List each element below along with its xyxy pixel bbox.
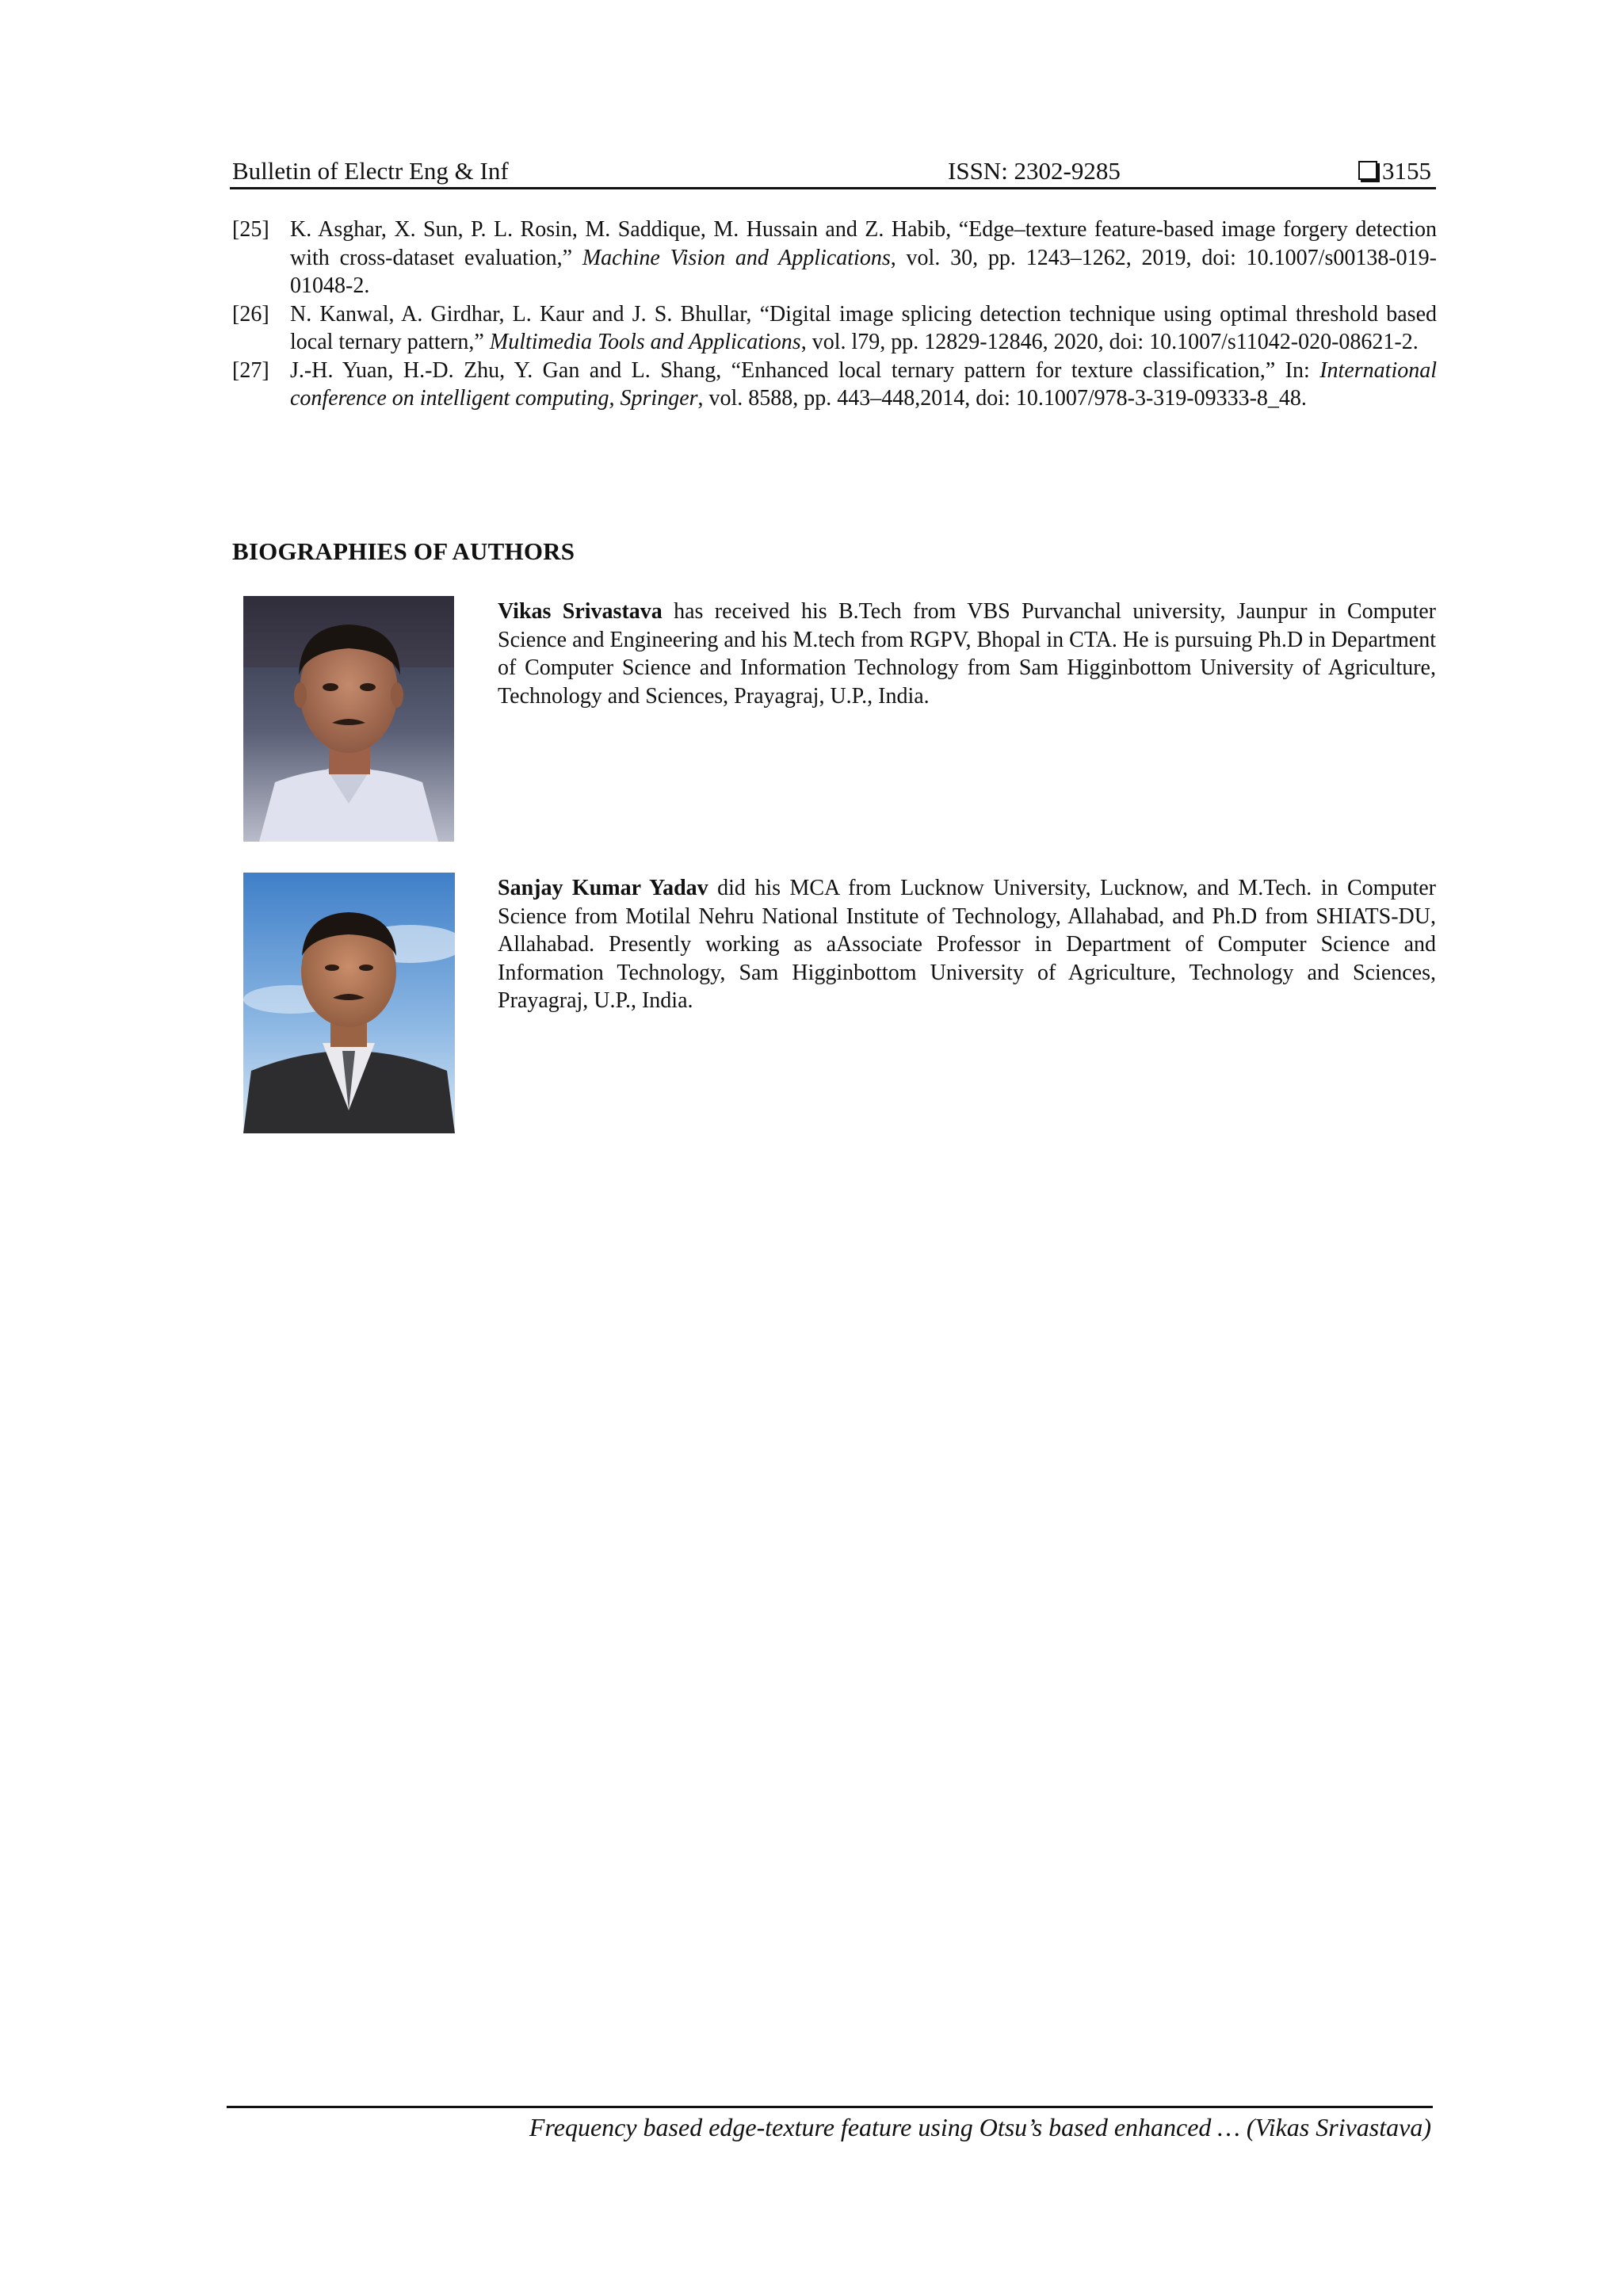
- section-heading: BIOGRAPHIES OF AUTHORS: [232, 537, 575, 565]
- reference-venue: Machine Vision and Applications: [582, 245, 891, 270]
- running-footer: Frequency based edge-texture feature using Otsu’s based enhanced … (Vikas Srivastava): [529, 2113, 1431, 2141]
- reference-number: [27]: [232, 357, 269, 383]
- author-photo: [243, 873, 455, 1133]
- page-number-value: 3155: [1382, 157, 1431, 185]
- author-bio-text: did his MCA from Lucknow University, Lucknow, and M.Tech. in Computer Science from Motilal Nehru National Institute of Technology, Allahabad, and Ph.D from SHIATS-DU, Allahabad. Presently working as aAssociate Professor in Department of Computer Science and Information Technology, Sam Higginbottom University of Agriculture, Technology and Sciences, Prayagraj, U.P., India.: [498, 876, 1436, 1013]
- reference-details: , vol. l79, pp. 12829-12846, 2020, doi: 10.1007/s11042-020-08621-2.: [800, 330, 1419, 354]
- box-icon: [1358, 161, 1377, 180]
- page-number: [1358, 152, 1431, 190]
- reference-text: K. Asghar, X. Sun, P. L. Rosin, M. Saddique, M. Hussain and Z. Habib, “Edge–texture feature-based image forgery detection with cross-dataset evaluation,”: [290, 217, 1437, 270]
- reference-number: [26]: [232, 301, 269, 327]
- author-bio: [498, 598, 1436, 710]
- reference-venue: Multimedia Tools and Applications: [489, 330, 801, 354]
- author-portrait-image: [243, 873, 455, 1133]
- reference-item: [232, 300, 1437, 357]
- author-name: Sanjay Kumar Yadav: [498, 876, 708, 900]
- reference-item: [232, 357, 1437, 413]
- running-header: [232, 152, 1436, 190]
- author-photo: [243, 596, 454, 842]
- issn: ISSN: 2302-9285: [948, 157, 1121, 185]
- reference-venue: International conference on intelligent computing, Springer: [290, 357, 1437, 411]
- reference-details: , vol. 8588, pp. 443–448,2014, doi: 10.1007/978-3-319-09333-8_48.: [697, 386, 1307, 411]
- reference-list: [232, 216, 1437, 413]
- reference-text: J.-H. Yuan, H.-D. Zhu, Y. Gan and L. Shang, “Enhanced local ternary pattern for texture classification,” In:: [290, 357, 1320, 383]
- author-portrait-image: [243, 596, 454, 842]
- author-bio: [498, 874, 1436, 1015]
- footer-rule: [227, 2106, 1433, 2108]
- journal-name: Bulletin of Electr Eng & Inf: [232, 157, 509, 185]
- reference-number: [25]: [232, 217, 269, 242]
- author-bio-text: has received his B.Tech from VBS Purvanchal university, Jaunpur in Computer Science and Engineering and his M.tech from RGPV, Bhopal in CTA. He is pursuing Ph.D in Department of Computer Science and Information Technology from Sam Higginbottom University of Agriculture, Technology and Sciences, Prayagraj, U.P., India.: [498, 599, 1436, 709]
- author-name: Vikas Srivastava: [498, 599, 663, 624]
- header-rule: [230, 187, 1436, 189]
- reference-details: , vol. 30, pp. 1243–1262, 2019, doi: 10.1007/s00138-019-01048-2.: [290, 245, 1437, 298]
- reference-text: N. Kanwal, A. Girdhar, L. Kaur and J. S. Bhullar, “Digital image splicing detection technique using optimal threshold based local ternary pattern,”: [290, 301, 1437, 354]
- reference-item: [232, 216, 1437, 300]
